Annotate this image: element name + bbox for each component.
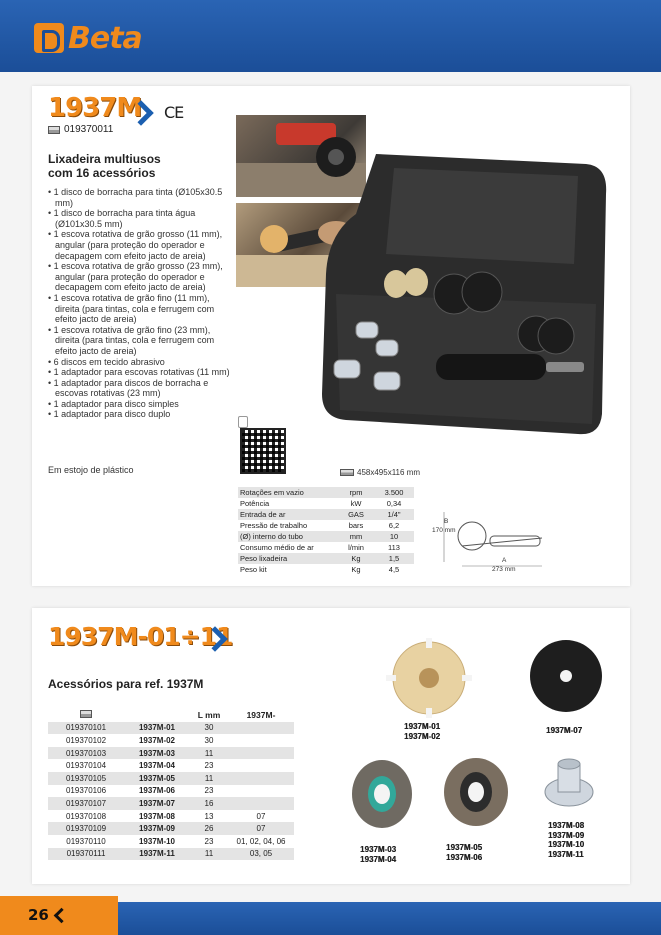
beta-logo <box>34 20 142 56</box>
table-row <box>238 564 414 575</box>
accessory-model: 1937M-10 <box>138 836 176 846</box>
accessory-code: 019370109 <box>48 822 124 835</box>
accessory-code: 019370103 <box>48 747 124 760</box>
model-header <box>124 709 190 722</box>
accessory-length: 30 <box>190 722 228 735</box>
spec-unit: Kg <box>338 553 374 564</box>
accessory-fits: 03, 05 <box>228 848 294 861</box>
label-1937m-05: 1937M-05 <box>446 843 483 852</box>
product-model-title: 1937M <box>48 93 142 123</box>
accessory-length: 16 <box>190 797 228 810</box>
spec-unit: bars <box>348 521 364 530</box>
brush-left-image <box>336 752 426 838</box>
accessory-length: 13 <box>204 811 214 821</box>
package-icon-header <box>48 709 124 722</box>
spec-value: 3.500 <box>374 487 414 498</box>
phone-icon <box>238 416 248 428</box>
accessory-model: 1937M-05 <box>124 772 190 785</box>
accessory-length: 23 <box>204 761 214 771</box>
beta-logo-icon <box>34 23 64 53</box>
spec-unit: l/min <box>348 543 364 552</box>
feature-item: • 1 adaptador para discos de borracha e escovas rotativas (23 mm) <box>48 378 234 399</box>
accessory-model: 1937M-09 <box>124 822 190 835</box>
accessory-model: 1937M-11 <box>124 848 190 861</box>
table-row <box>48 747 294 760</box>
table-row <box>48 785 294 798</box>
table-row <box>238 487 414 498</box>
accessory-model: 1937M-06 <box>138 786 176 796</box>
label-1937m-08: 1937M-08 <box>548 821 585 830</box>
feature-item: • 6 discos em tecido abrasivo <box>48 357 234 368</box>
spec-label: Peso kit <box>240 565 267 574</box>
spec-label: Consumo médio de ar <box>240 543 314 552</box>
accessory-code: 019370111 <box>48 848 124 861</box>
spec-unit: mm <box>338 531 374 542</box>
accessory-fits <box>228 734 294 747</box>
spec-value: 1/4" <box>374 509 414 520</box>
spec-label: Potência <box>240 499 270 508</box>
spec-value: 113 <box>388 543 400 552</box>
accessory-length: 23 <box>204 836 214 846</box>
accessory-fits: 01, 02, 04, 06 <box>236 836 286 846</box>
feature-item: • 1 disco de borracha para tinta água (Ø101x30.5 mm) <box>48 208 234 229</box>
table-row <box>48 797 294 810</box>
accessory-length: 26 <box>190 822 228 835</box>
label-adapters <box>548 821 584 859</box>
accessory-fits: 07 <box>228 822 294 835</box>
spec-value: 10 <box>374 531 414 542</box>
table-row <box>48 822 294 835</box>
spec-value: 0,34 <box>386 499 402 508</box>
feature-item: • 1 escova rotativa de grão grosso (11 mm), angular (para proteção do operador e decapagem com efeito jacto de areia) <box>48 229 234 261</box>
label-1937m-11: 1937M-11 <box>548 849 584 859</box>
brush-right-image <box>430 750 520 836</box>
table-row <box>48 810 294 823</box>
spec-value: 6,2 <box>388 521 400 530</box>
spec-value: 1,5 <box>374 553 414 564</box>
accessory-fits <box>228 785 294 798</box>
spec-label: Pressão de trabalho <box>240 521 308 530</box>
spec-unit: rpm <box>338 487 374 498</box>
label-1937m-10: 1937M-10 <box>548 840 585 849</box>
table-row <box>238 509 414 520</box>
table-row <box>238 520 414 531</box>
feature-item: • 1 disco de borracha para tinta (Ø105x30.5 mm) <box>48 187 234 208</box>
table-header-row <box>48 709 294 722</box>
feature-list <box>48 187 234 420</box>
label-rubber <box>404 722 440 741</box>
accessory-code: 019370110 <box>66 836 106 846</box>
spec-label: Entrada de ar <box>238 509 338 520</box>
diagram-label-a: A <box>502 557 507 564</box>
label-brush-right <box>446 843 482 862</box>
feature-item: • 1 adaptador para disco duplo <box>48 409 234 420</box>
accessory-fits <box>228 797 294 810</box>
spec-label: Rotações em vazio <box>238 487 338 498</box>
qr-code <box>240 428 286 474</box>
label-1937m-03: 1937M-03 <box>360 845 397 854</box>
case-dimensions-value: 458x495x116 mm <box>357 468 420 477</box>
accessory-code: 019370105 <box>48 772 124 785</box>
fits-header: 1937M- <box>228 709 294 722</box>
accessory-model: 1937M-03 <box>124 747 190 760</box>
case-dimensions <box>340 468 420 477</box>
header-bar <box>0 0 661 72</box>
spec-unit: Kg <box>351 565 361 574</box>
brand-name: Beta <box>68 20 142 56</box>
accessories-title: Acessórios para ref. 1937M <box>48 677 204 691</box>
product-title-line2: com 16 acessórios <box>48 166 156 180</box>
accessory-code: 019370108 <box>65 811 107 821</box>
accessory-fits <box>228 747 294 760</box>
accessory-length: 11 <box>190 747 228 760</box>
product-code <box>48 124 113 135</box>
accessory-fits: 07 <box>256 811 266 821</box>
accessory-length: 11 <box>190 772 228 785</box>
abrasive-disc-image <box>526 636 606 716</box>
table-row <box>48 848 294 861</box>
table-row <box>238 531 414 542</box>
accessory-model: 1937M-01 <box>124 722 190 735</box>
feature-item: • 1 escova rotativa de grão fino (11 mm), direita (para tintas, cola e ferrugem com efeito jacto de areia) <box>48 293 234 325</box>
case-note: Em estojo de plástico <box>48 465 134 475</box>
accessory-code: 019370101 <box>48 722 124 735</box>
accessory-length: 30 <box>204 735 214 745</box>
table-row <box>48 772 294 785</box>
product-code-value: 019370011 <box>64 124 114 135</box>
diagram-value-a: 273 mm <box>492 566 516 573</box>
accessory-model: 1937M-02 <box>138 735 176 745</box>
label-1937m-01: 1937M-01 <box>404 722 441 731</box>
accessory-code: 019370102 <box>65 735 107 745</box>
rubber-disc-image <box>384 636 474 720</box>
l-mm-header: L mm <box>190 709 228 722</box>
diagram-value-b: 170 mm <box>432 527 456 534</box>
table-row <box>238 542 414 553</box>
feature-item: • 1 adaptador para escovas rotativas (11 mm) <box>48 367 234 378</box>
label-1937m-02: 1937M-02 <box>404 731 441 741</box>
ce-mark: CE <box>164 103 184 122</box>
accessory-model: 1937M-08 <box>138 811 176 821</box>
package-icon <box>80 710 92 718</box>
label-1937m-06: 1937M-06 <box>446 852 483 862</box>
table-row <box>238 498 414 509</box>
label-1937m-09: 1937M-09 <box>548 830 585 840</box>
accessory-model: 1937M-07 <box>124 797 190 810</box>
accessory-fits <box>228 722 294 735</box>
product-title <box>48 152 208 180</box>
spec-label: Peso lixadeira <box>238 553 338 564</box>
accessory-length: 23 <box>204 786 214 796</box>
table-row <box>238 553 414 564</box>
feature-item: • 1 escova rotativa de grão grosso (23 mm), angular (para proteção do operador e decapagem com efeito jacto de areia) <box>48 261 234 293</box>
label-brush-left <box>360 845 396 864</box>
spec-unit: kW <box>350 499 362 508</box>
spec-unit: GAS <box>338 509 374 520</box>
table-row <box>48 835 294 848</box>
feature-item: • 1 adaptador para disco simples <box>48 399 234 410</box>
feature-item: • 1 escova rotativa de grão fino (23 mm), direita (para tintas, cola e ferrugem com efeito jacto de areia) <box>48 325 234 357</box>
package-icon <box>48 126 60 134</box>
label-disc: 1937M-07 <box>546 726 583 735</box>
dimension-diagram <box>432 500 552 576</box>
package-icon <box>340 469 354 476</box>
accessory-code: 019370107 <box>48 797 124 810</box>
product-title-line1: Lixadeira multiusos <box>48 152 161 166</box>
spec-value: 4,5 <box>388 565 400 574</box>
spec-label: (Ø) interno do tubo <box>238 531 338 542</box>
accessory-code: 019370104 <box>65 761 107 771</box>
adapter-image <box>536 748 602 814</box>
table-row <box>48 759 294 772</box>
label-1937m-04: 1937M-04 <box>360 854 397 864</box>
diagram-label-b: B <box>444 518 449 525</box>
accessory-model: 1937M-04 <box>138 761 176 771</box>
page-number: 26 <box>28 906 49 924</box>
table-row <box>48 722 294 735</box>
specs-table <box>238 487 414 575</box>
product-case-image <box>316 144 612 444</box>
accessories-table <box>48 709 294 860</box>
accessories-model-title: 1937M-01÷11 <box>48 622 233 651</box>
accessory-code: 019370106 <box>65 786 107 796</box>
accessory-length: 11 <box>190 848 228 861</box>
table-row <box>48 734 294 747</box>
accessory-fits <box>228 759 294 772</box>
accessory-fits <box>228 772 294 785</box>
